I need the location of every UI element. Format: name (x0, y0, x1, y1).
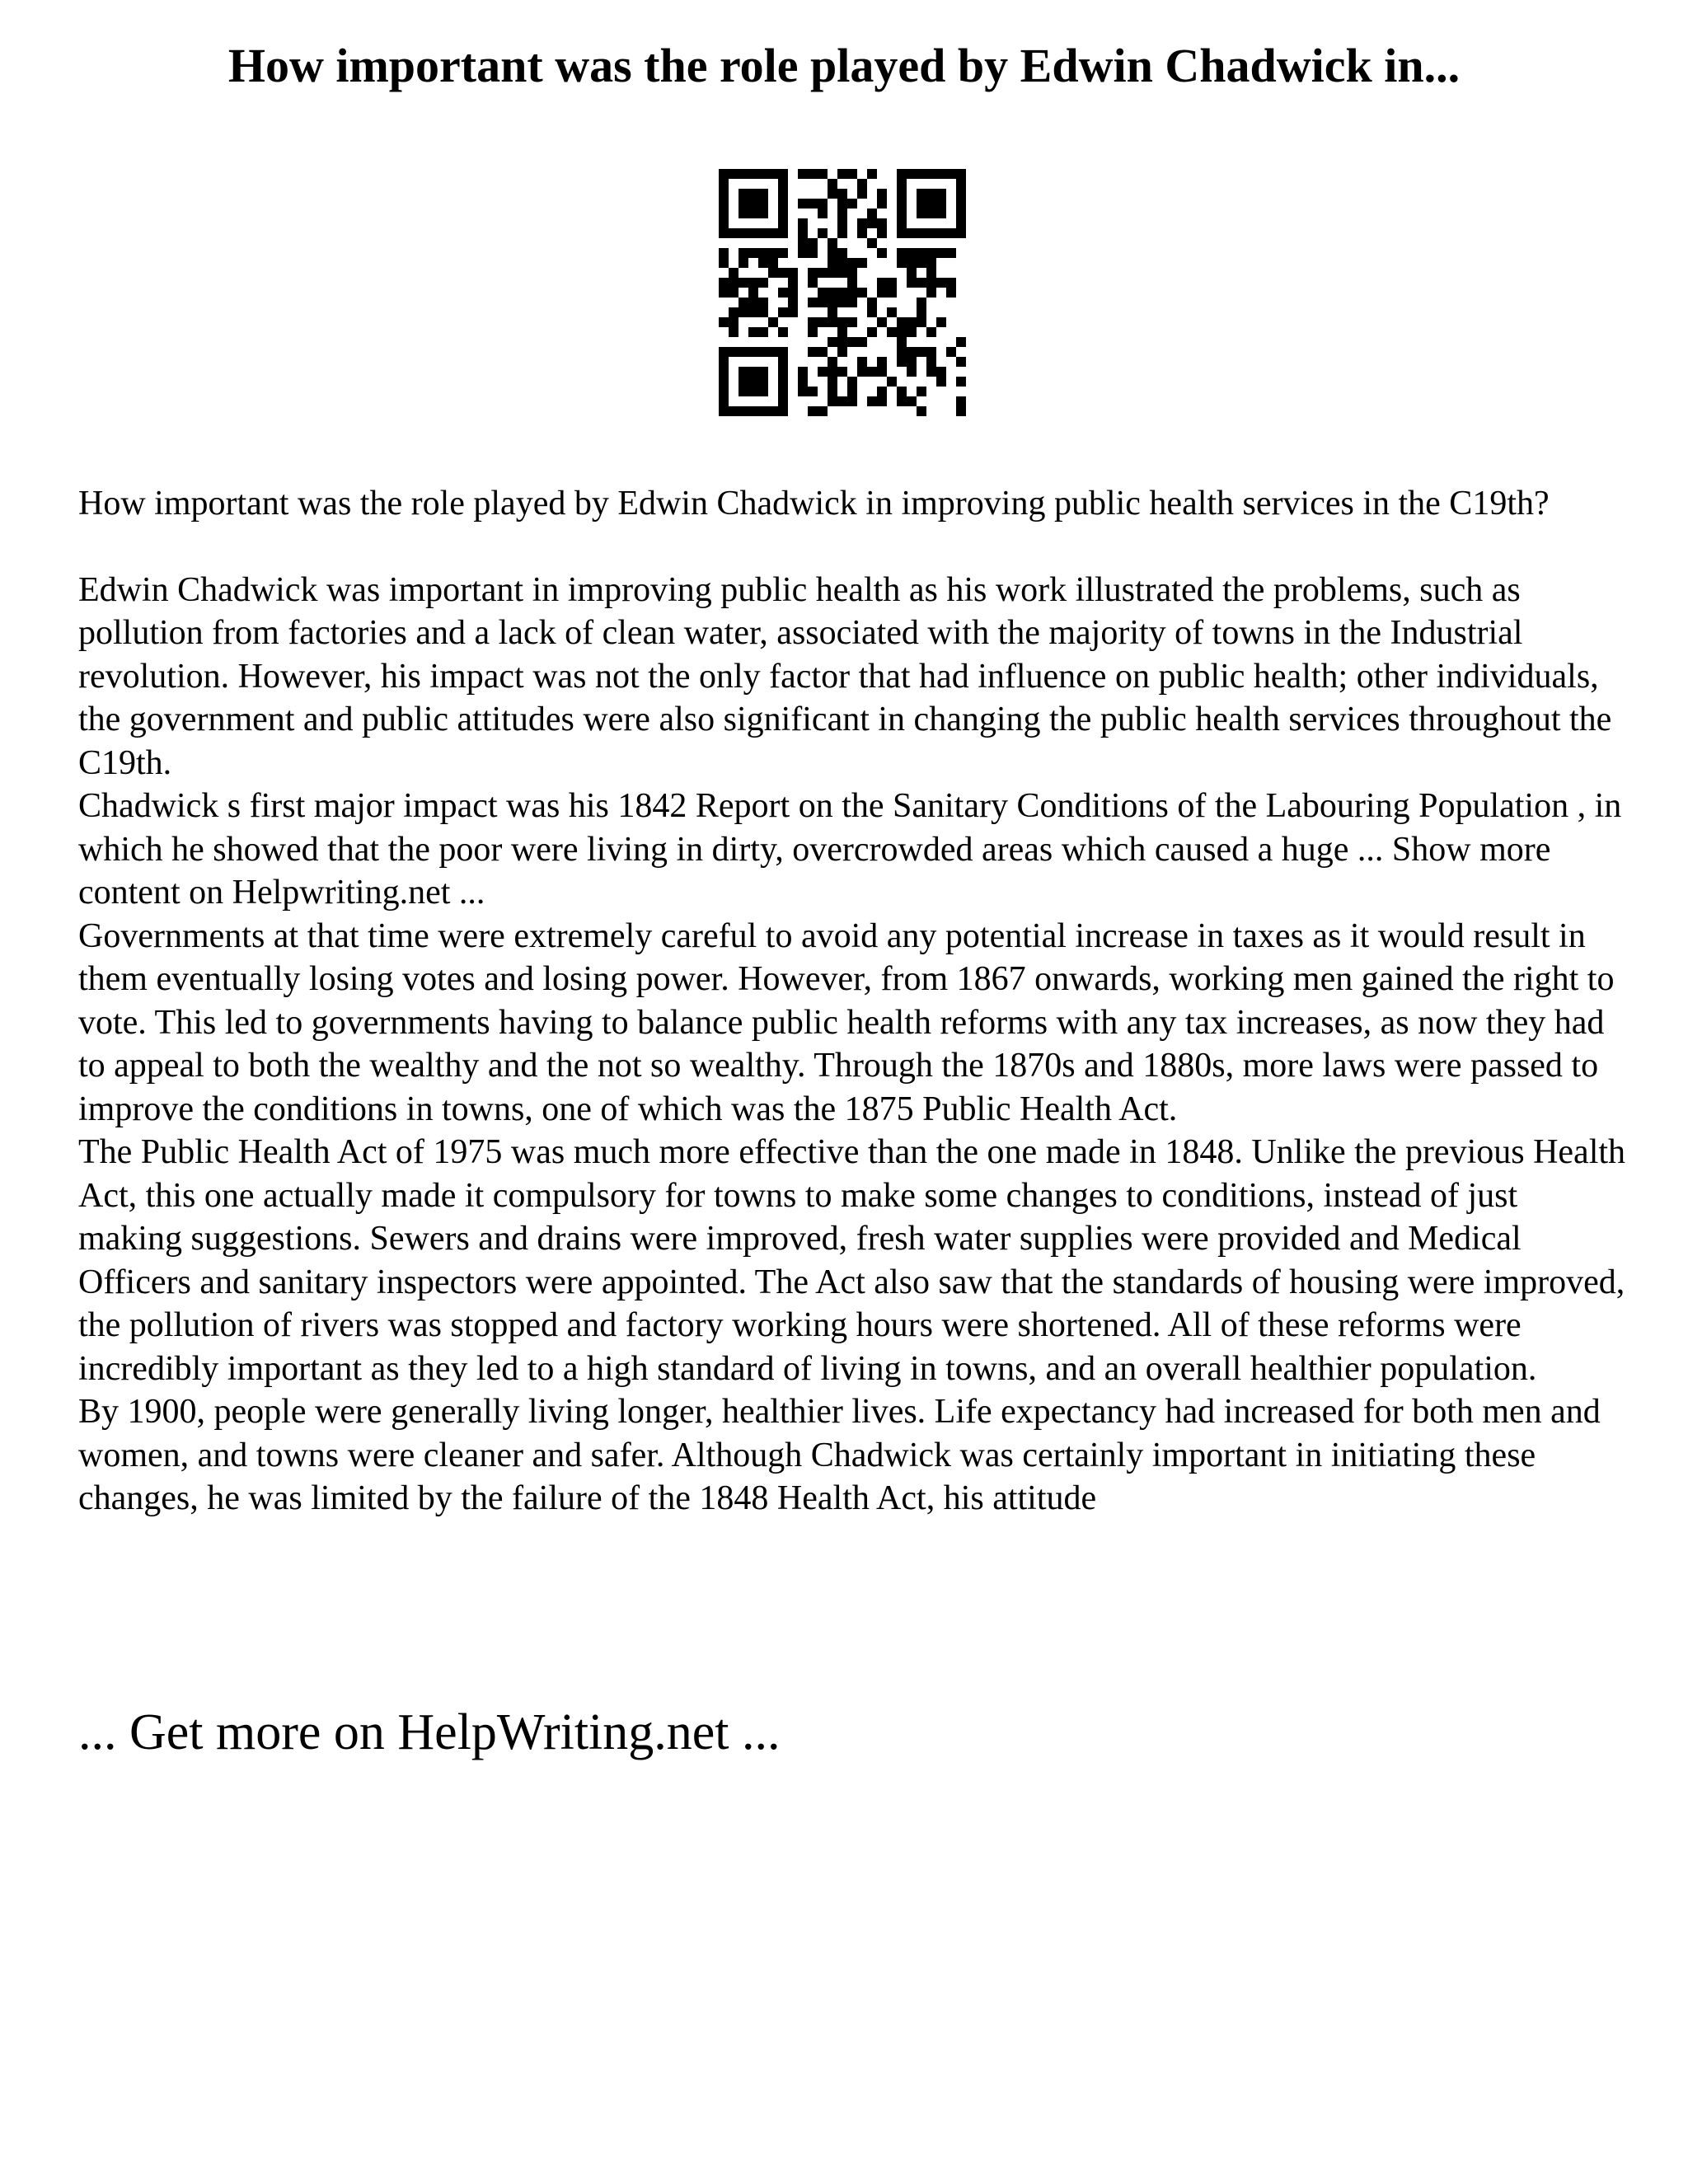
get-more-link[interactable]: ... Get more on HelpWriting.net ... (78, 1704, 781, 1760)
body-paragraph-3: Governments at that time were extremely careful to avoid any potential increase in taxes as it would result in them eventually losing votes and losing power. However, from 1867 onwards, working men gained the right to vote. This led to governments having to balance public health reforms with any tax increases, as now they had to appeal to both the wealthy and the not so wealthy. Through the 1870s and 1880s, more laws were passed to improve the conditions in towns, one of which was the 1875 Public Health Act. (78, 916, 1615, 1128)
body-paragraph-5: By 1900, people were generally living longer, healthier lives. Life expectancy had increased for both men and women, and towns were cleaner and safer. Although Chadwick was certainly important in initiating these changes, he was limited by the failure of the 1848 Health Act, his attitude (78, 1393, 1601, 1517)
question-paragraph: How important was the role played by Edwin Chadwick in improving public health services in the C19th? (78, 485, 1550, 523)
document-title: How important was the role played by Edwin Chadwick in... (227, 39, 1461, 92)
document-body (78, 482, 1628, 1521)
body-paragraph-2: Chadwick s first major impact was his 1842 Report on the Sanitary Conditions of the Labouring Population , in which he showed that the poor were living in dirty, overcrowded areas which caused a huge ... Show more content on Helpwriting.net ... (78, 787, 1622, 912)
body-paragraph-1: Edwin Chadwick was important in improving public health as his work illustrated the problems, such as pollution from factories and a lack of clean water, associated with the majority of towns in the Industrial revolution. However, his impact was not the only factor that had influence on public health; other individuals, the government and public attitudes were also significant in changing the public health services throughout the C19th. (78, 570, 1612, 782)
body-paragraph-4: The Public Health Act of 1975 was much more effective than the one made in 1848. Unlike the previous Health Act, this one actually made it compulsory for towns to make some changes to conditions, instead of just making suggestions. Sewers and drains were improved, fresh water supplies were provided and Medical Officers and sanitary inspectors were appointed. The Act also saw that the standards of housing were improved, the pollution of rivers was stopped and factory working hours were shortened. All of these reforms were incredibly important as they led to a high standard of living in towns, and an overall healthier population. (78, 1133, 1626, 1388)
qr-code-icon (719, 169, 966, 416)
